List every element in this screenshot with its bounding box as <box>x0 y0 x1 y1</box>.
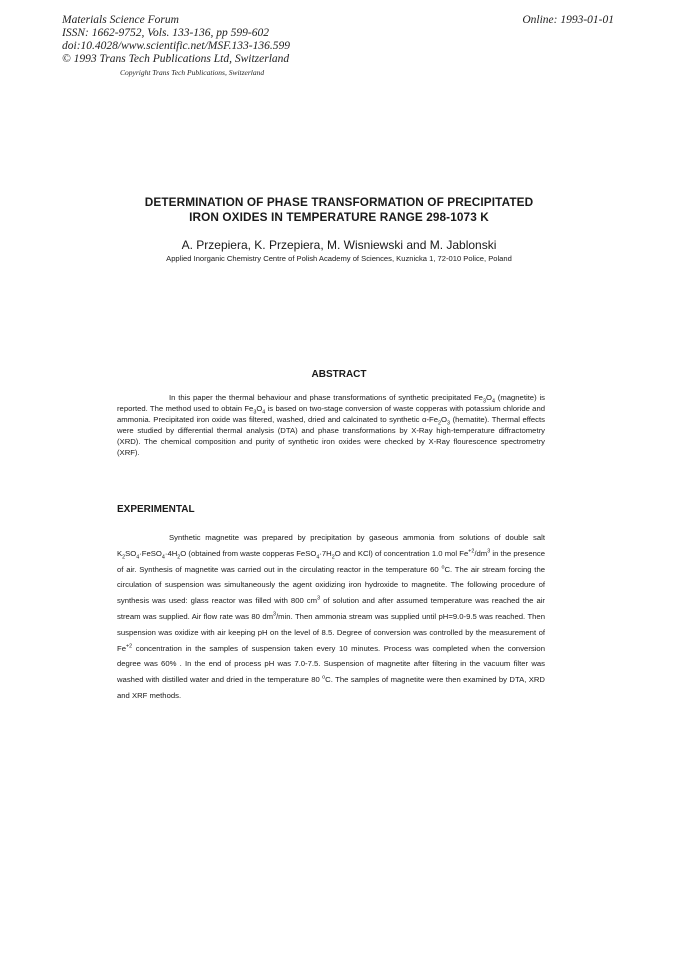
affiliation: Applied Inorganic Chemistry Centre of Polish Academy of Sciences, Kuznicka 1, 72-010 Police, Poland <box>166 254 512 263</box>
journal-name: Materials Science Forum <box>62 14 179 26</box>
publication-metadata <box>62 14 290 66</box>
experimental-text: Synthetic magnetite was prepared by precipitation by gaseous ammonia from solutions of double salt $K_2SO_4\cdot FeSO_4\cdot 4H_2O$ (obtained from waste copperas $FeSO_4\cdot 7H_2O$ and KCl) of concentration 1.0 mol $Fe^{+2}/dm^3$ in the presence of air. Synthesis of magnetite was carried out in the circulating reactor in the temperature 60 $^o$C. The air stream forcing the circulation of suspension was simultaneously the agent oxidizing iron hydroxide to magnetite. The following procedure of synthesis was used: glass reactor was filled with 800 $cm^3$ of solution and after assumed temperature was reached the air stream was supplied. Air flow rate was 80 $dm^3/\min$. Then ammonia stream was supplied until pH=9.0-9.5 was reached. Then suspension was oxidize with air keeping pH on the level of 8.5. Degree of conversion was controlled by the measurement of $Fe^{+2}$ concentration in the samples of suspension taken every 10 minutes. Process was completed when the conversion degree was 60% . In the end of process pH was 7.0-7.5. Suspension of magnetite after filtering in the vacuum filter was washed with distilled water and dried in the temperature 80 $^o$C. The samples of magnetite were then examined by DTA, XRD and XRF methods. <box>117 533 545 700</box>
title-line-2: IRON OXIDES IN TEMPERATURE RANGE 298-1073 K <box>189 210 489 224</box>
doi-line[interactable]: doi:10.4028/www.scientific.net/MSF.133-136.599 <box>62 40 290 52</box>
issn-line: ISSN: 1662-9752, Vols. 133-136, pp 599-602 <box>62 27 269 39</box>
copyright-notice: Copyright Trans Tech Publications, Switzerland <box>120 68 265 77</box>
experimental-heading: EXPERIMENTAL <box>117 504 195 515</box>
abstract-heading: ABSTRACT <box>311 369 367 380</box>
online-date: Online: 1993-01-01 <box>522 14 614 26</box>
publisher-line: © 1993 Trans Tech Publications Ltd, Switzerland <box>62 53 290 65</box>
title-line-1: DETERMINATION OF PHASE TRANSFORMATION OF PRECIPITATED <box>144 195 534 209</box>
authors: A. Przepiera, K. Przepiera, M. Wisniewski and M. Jablonski <box>181 238 497 252</box>
paper-title <box>0 195 678 225</box>
abstract-text: In this paper the thermal behaviour and phase transformations of synthetic precipitated $Fe_3O_4$ (magnetite) is reported. The method used to obtain $Fe_3O_4$ is based on two-stage conversion of waste copperas with potassium chloride and ammonia. Precipitated iron oxide was filtered, washed, dried and calcinated to synthetic $\alpha-Fe_2O_3$ (hematite). Thermal effects were studied by differential thermal analysis (DTA) and phase transformations by X-Ray high-temperature diffractometry (XRD). The chemical composition and purity of synthetic iron oxides were checked by X-Ray flourescence spectrometry (XRF). <box>117 393 545 457</box>
